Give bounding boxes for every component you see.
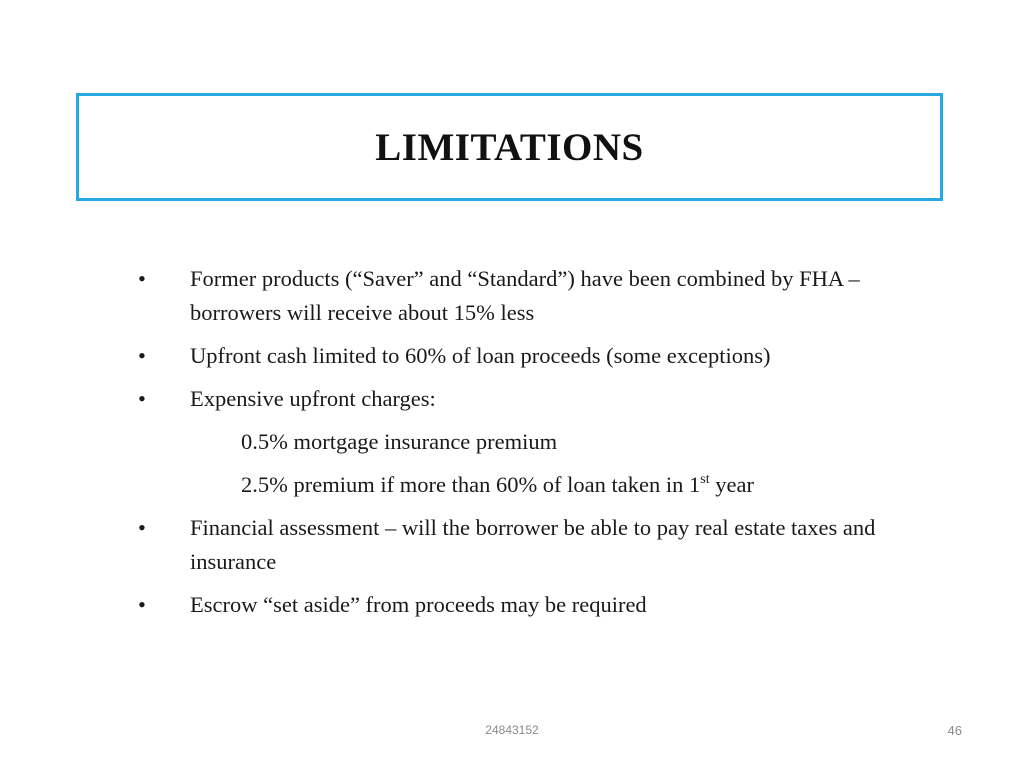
bullet-list [138, 262, 948, 631]
bullet-icon: • [138, 386, 146, 411]
list-item-text: Former products (“Saver” and “Standard”) have been combined by FHA – borrowers will receive about 15% less [190, 266, 860, 325]
list-item-text: Financial assessment – will the borrower be able to pay real estate taxes and insurance [190, 515, 876, 574]
list-item-text: Escrow “set aside” from proceeds may be required [190, 592, 647, 617]
sub-list-item-text-end: year [709, 472, 754, 497]
bullet-icon: • [138, 343, 146, 368]
title-box [76, 93, 943, 201]
sub-list-item [138, 468, 948, 502]
list-item [138, 382, 948, 416]
sub-list-item-text: 0.5% mortgage insurance premium [241, 429, 558, 454]
bullet-icon: • [138, 266, 146, 291]
list-item [138, 588, 948, 622]
list-item [138, 511, 948, 579]
bullet-icon: • [138, 515, 146, 540]
superscript-ordinal: st [700, 471, 710, 487]
sub-list-item [138, 425, 948, 459]
page-number: 46 [947, 723, 962, 738]
list-item [138, 262, 948, 330]
list-item-text: Upfront cash limited to 60% of loan proceeds (some exceptions) [190, 343, 771, 368]
list-item [138, 339, 948, 373]
bullet-icon: • [138, 592, 146, 617]
sub-list-item-text: 2.5% premium if more than 60% of loan taken in 1 [241, 472, 701, 497]
slide-title: LIMITATIONS [375, 125, 644, 169]
list-item-text: Expensive upfront charges: [190, 386, 436, 411]
footer-id: 24843152 [485, 723, 539, 737]
